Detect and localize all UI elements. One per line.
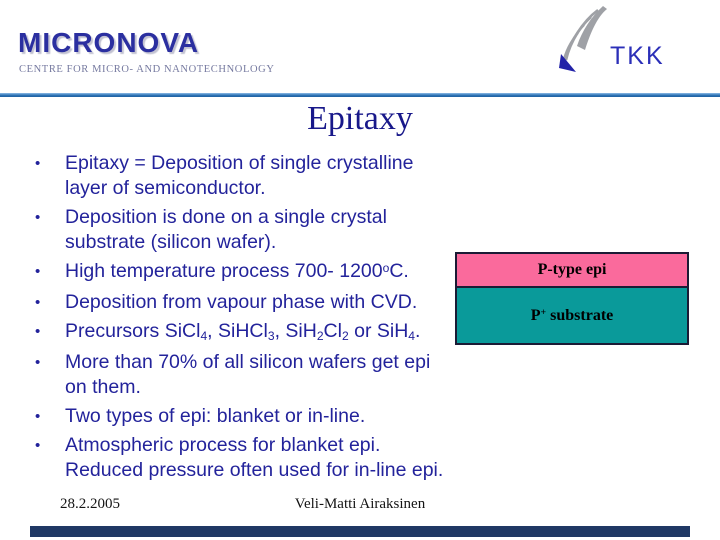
header-divider-line	[0, 93, 720, 97]
micronova-logo-subtitle: CENTRE FOR MICRO- AND NANOTECHNOLOGY	[19, 64, 275, 75]
bullet-item	[28, 404, 478, 429]
bullet-item	[28, 259, 478, 286]
footer-date: 28.2.2005	[60, 496, 120, 512]
p-plus-substrate-layer	[455, 286, 689, 345]
p-type-epi-layer-label: P-type epi	[537, 261, 607, 278]
bullet-item	[28, 290, 478, 315]
bullet-item	[28, 151, 478, 201]
bullet-item	[28, 433, 478, 483]
bullet-item	[28, 350, 478, 400]
bullet-marker: •	[35, 209, 41, 226]
bullet-text: Two types of epi: blanket or in-line.	[65, 405, 366, 427]
micronova-logo-text: MICRONOVA	[18, 27, 200, 58]
slide-title: Epitaxy	[307, 100, 413, 137]
bullet-text: Deposition from vapour phase with CVD.	[65, 291, 418, 313]
p-plus-substrate-layer-label: P+ substrate	[530, 306, 614, 324]
tkk-flame-icon	[552, 4, 610, 83]
footer-author: Veli-Matti Airaksinen	[294, 496, 426, 512]
bullet-text: High temperature process 700- 1200$^o$C.	[65, 260, 409, 282]
bullet-marker: •	[35, 155, 41, 172]
bullet-text: Atmospheric process for blanket epi. Reduced pressure often used for in-line epi.	[65, 434, 444, 481]
bullet-text: Deposition is done on a single crystal substrate (silicon wafer).	[65, 206, 387, 253]
bullet-list	[28, 151, 478, 487]
bullet-text: Precursors SiCl$_4$, SiHCl$_3$, $SiH_2Cl_2$ or SiH$_4$.	[65, 320, 421, 344]
bullet-marker: •	[35, 263, 41, 280]
bullet-item	[28, 205, 478, 255]
bullet-marker: •	[35, 323, 41, 340]
tkk-logo-text: TKK	[610, 42, 665, 70]
bullet-marker: •	[35, 408, 41, 425]
p-type-epi-layer	[455, 252, 689, 288]
bottom-bar	[30, 526, 690, 537]
bullet-text: Epitaxy = Deposition of single crystalline layer of semiconductor.	[65, 152, 414, 199]
bullet-marker: •	[35, 354, 41, 371]
bullet-marker: •	[35, 437, 41, 454]
bullet-text: More than 70% of all silicon wafers get epi on them.	[65, 351, 431, 398]
bullet-marker: •	[35, 294, 41, 311]
bullet-item	[28, 319, 478, 346]
epi-layer-diagram	[455, 252, 689, 345]
